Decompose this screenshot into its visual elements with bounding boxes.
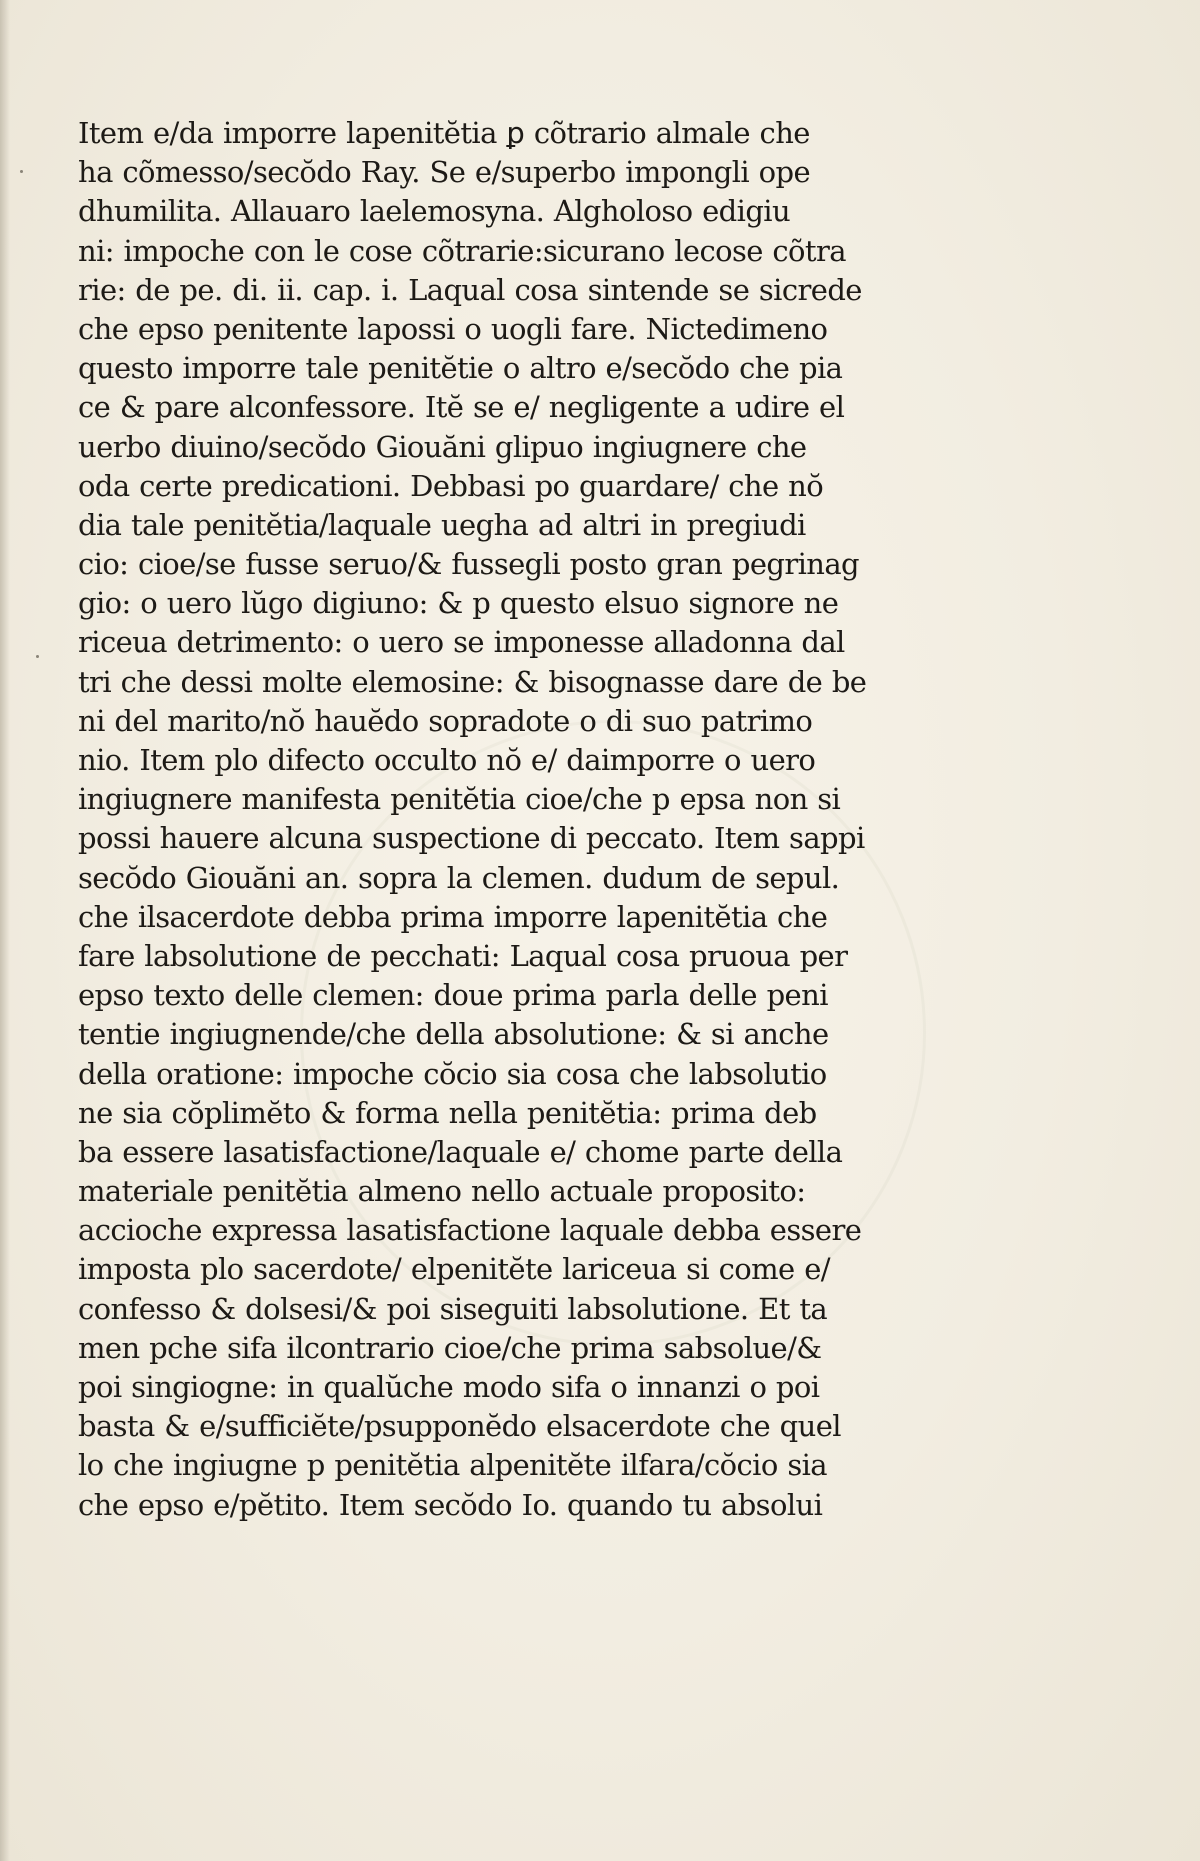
text-block [78, 114, 938, 1525]
text-line: ingiugnere manifesta penitĕtia cioe/che p epsa non si [78, 782, 841, 817]
text-line: ni del marito/nŏ hauĕdo sopradote o di suo patrimo [78, 703, 813, 738]
text-line: fare labsolutione de pecchati: Laqual cosa pruoua per [78, 938, 848, 973]
text-line: tri che dessi molte elemosine: & bisognasse dare de be [78, 664, 867, 699]
text-line: poi singiogne: in qualŭche modo sifa o innanzi o poi [78, 1370, 820, 1404]
text-line: secŏdo Giouăni an. sopra la clemen. dudum de sepul. [78, 860, 840, 895]
text-line: rie: de pe. di. ii. cap. i. Laqual cosa sintende se sicrede [78, 272, 862, 307]
text-line: che epso penitente lapossi o uogli fare. Nictedimeno [78, 311, 828, 346]
text-line: lo che ingiugne p penitĕtia alpenitĕte ilfara/cŏcio sia [78, 1448, 827, 1483]
text-line: nio. Item plo difecto occulto nŏ e/ daimporre o uero [78, 743, 816, 777]
text-line: oda certe predicationi. Debbasi po guardare/ che nŏ [78, 468, 824, 503]
text-line: men pche sifa ilcontrario cioe/che prima sabsolue/& [78, 1330, 822, 1365]
text-line: tentie ingiugnende/che della absolutione: & si anche [78, 1017, 829, 1052]
page-edge-shadow [0, 0, 10, 1861]
text-line: questo imporre tale penitĕtie o altro e/secŏdo che pia [78, 351, 843, 386]
text-line: gio: o uero lŭgo digiuno: & p questo elsuo signore ne [78, 586, 839, 621]
paper-speck [20, 170, 23, 173]
text-line: Item e/da imporre lapenitĕtia ꝑ cõtrario almale che [78, 116, 810, 150]
text-line: ce & pare alconfessore. Itĕ se e/ negligente a udire el [78, 390, 845, 425]
text-line: riceua detrimento: o uero se imponesse alladonna dal [78, 625, 845, 660]
text-line: imposta plo sacerdote/ elpenitĕte lariceua si come e/ [78, 1252, 830, 1287]
text-line: ha cõmesso/secŏdo Ray. Se e/superbo impongli ope [78, 155, 811, 190]
text-line: confesso & dolsesi/& poi siseguiti labsolutione. Et ta [78, 1291, 828, 1326]
text-line: uerbo diuino/secŏdo Giouăni glipuo ingiugnere che [78, 429, 807, 464]
text-line: epso texto delle clemen: doue prima parla delle peni [78, 978, 828, 1013]
text-line: materiale penitĕtia almeno nello actuale proposito: [78, 1174, 806, 1209]
text-line: cio: cioe/se fusse seruo/& fussegli posto gran pegrinag [78, 547, 860, 582]
text-line: accioche expressa lasatisfactione laquale debba essere [78, 1213, 862, 1248]
paper-speck [36, 655, 39, 658]
text-line: basta & e/sufficiĕte/psupponĕdo elsacerdote che quel [78, 1409, 841, 1444]
text-line: ne sia cŏplimĕto & forma nella penitĕtia: prima deb [78, 1095, 817, 1130]
text-line: che ilsacerdote debba prima imporre lapenitĕtia che [78, 899, 828, 934]
text-line: dia tale penitĕtia/laquale uegha ad altri in pregiudi [78, 507, 806, 542]
text-line: dhumilita. Allauaro laelemosyna. Algholoso edigiu [78, 194, 791, 229]
text-line: che epso e/pĕtito. Item secŏdo Io. quando tu absolui [78, 1487, 823, 1522]
text-line: ba essere lasatisfactione/laquale e/ chome parte della [78, 1134, 843, 1169]
text-line: della oratione: impoche cŏcio sia cosa che labsolutio [78, 1056, 827, 1091]
text-line: possi hauere alcuna suspectione di peccato. Item sappi [78, 821, 865, 856]
text-line: ni: impoche con le cose cõtrarie:sicurano lecose cõtra [78, 233, 846, 268]
